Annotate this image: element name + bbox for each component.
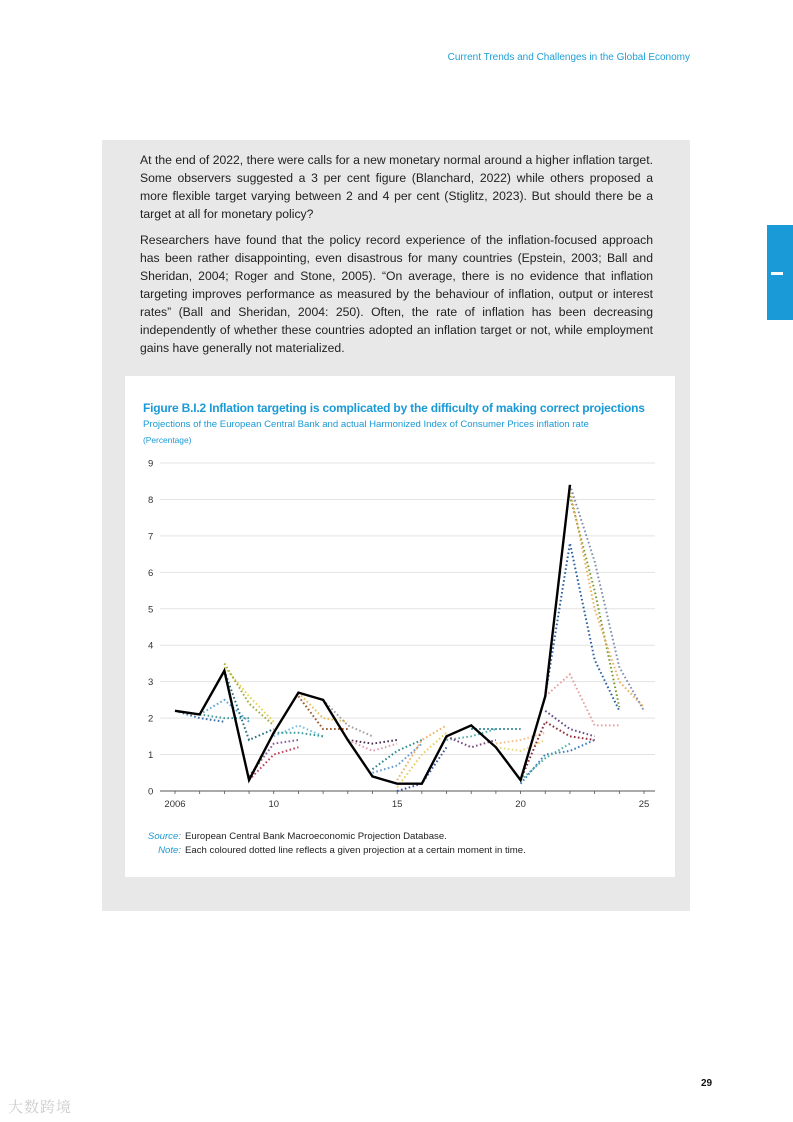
page-number: 29 <box>701 1078 713 1089</box>
note-label: Note: <box>158 845 181 856</box>
x-tick-label: 15 <box>391 799 403 810</box>
paragraph: Researchers have found that the policy record experience of the inflation-focused approach has been rather disappointing, even disastrous for many countries (Epstein, 2003; Ball and Sheridan, 2004; Roger and Stone, 2005). “On average, there is no evidence that inflation targeting improves performance as measured by the behaviour of inflation, output or interest rates” (Ball and Sheridan, 2004: 250). Often, the rate of inflation has been decreasing independently of whether these countries adopted an inflation target or not, while employment gains have generally not materialized. <box>140 233 653 355</box>
projection-line <box>570 496 619 707</box>
projection-line <box>570 489 644 708</box>
paragraph: At the end of 2022, there were calls for a new monetary normal around a higher inflation target. Some observers suggested a 3 per cent figure (Blanchard, 2022) while others proposed a more flexible target varying between 2 and 4 per cent (Stiglitz, 2023). But should there be a target at all for monetary policy? <box>140 153 653 221</box>
y-tick-label: 7 <box>148 531 154 543</box>
source-text: European Central Bank Macroeconomic Projection Database. <box>185 831 447 842</box>
y-tick-label: 5 <box>148 604 154 616</box>
y-tick-label: 1 <box>148 750 154 762</box>
x-tick-label: 10 <box>268 799 280 810</box>
figure-title: Figure B.I.2 Inflation targeting is complicated by the difficulty of making correct projections <box>143 401 645 415</box>
source-label: Source: <box>147 831 181 842</box>
watermark-logo: 大数跨境 <box>8 1099 73 1116</box>
x-tick-label: 2006 <box>164 799 186 810</box>
projection-line <box>521 744 570 780</box>
y-tick-label: 2 <box>148 713 154 725</box>
actual-inflation-line <box>175 485 570 784</box>
projection-line <box>249 740 298 776</box>
y-tick-label: 8 <box>148 494 154 506</box>
projection-line <box>372 744 421 773</box>
y-tick-label: 9 <box>148 458 154 470</box>
projection-line <box>274 725 323 736</box>
projection-line <box>496 740 545 751</box>
x-tick-label: 25 <box>638 799 650 810</box>
y-tick-label: 3 <box>148 677 154 689</box>
figure-unit: (Percentage) <box>143 435 192 445</box>
note-text: Each coloured dotted line reflects a given projection at a certain moment in time. <box>185 845 526 856</box>
x-tick-label: 20 <box>515 799 526 810</box>
projection-line <box>545 543 619 711</box>
projection-line <box>545 711 594 737</box>
y-tick-label: 4 <box>148 640 154 652</box>
running-header: Current Trends and Challenges in the Global Economy <box>447 52 690 63</box>
figure-note <box>143 845 526 856</box>
figure-source <box>143 831 447 842</box>
y-tick-label: 6 <box>148 567 154 579</box>
figure-subtitle: Projections of the European Central Bank and actual Harmonized Index of Consumer Prices inflation rate <box>143 419 589 430</box>
projection-line <box>447 729 496 740</box>
projection-line <box>570 485 644 711</box>
y-tick-label: 0 <box>148 786 154 798</box>
